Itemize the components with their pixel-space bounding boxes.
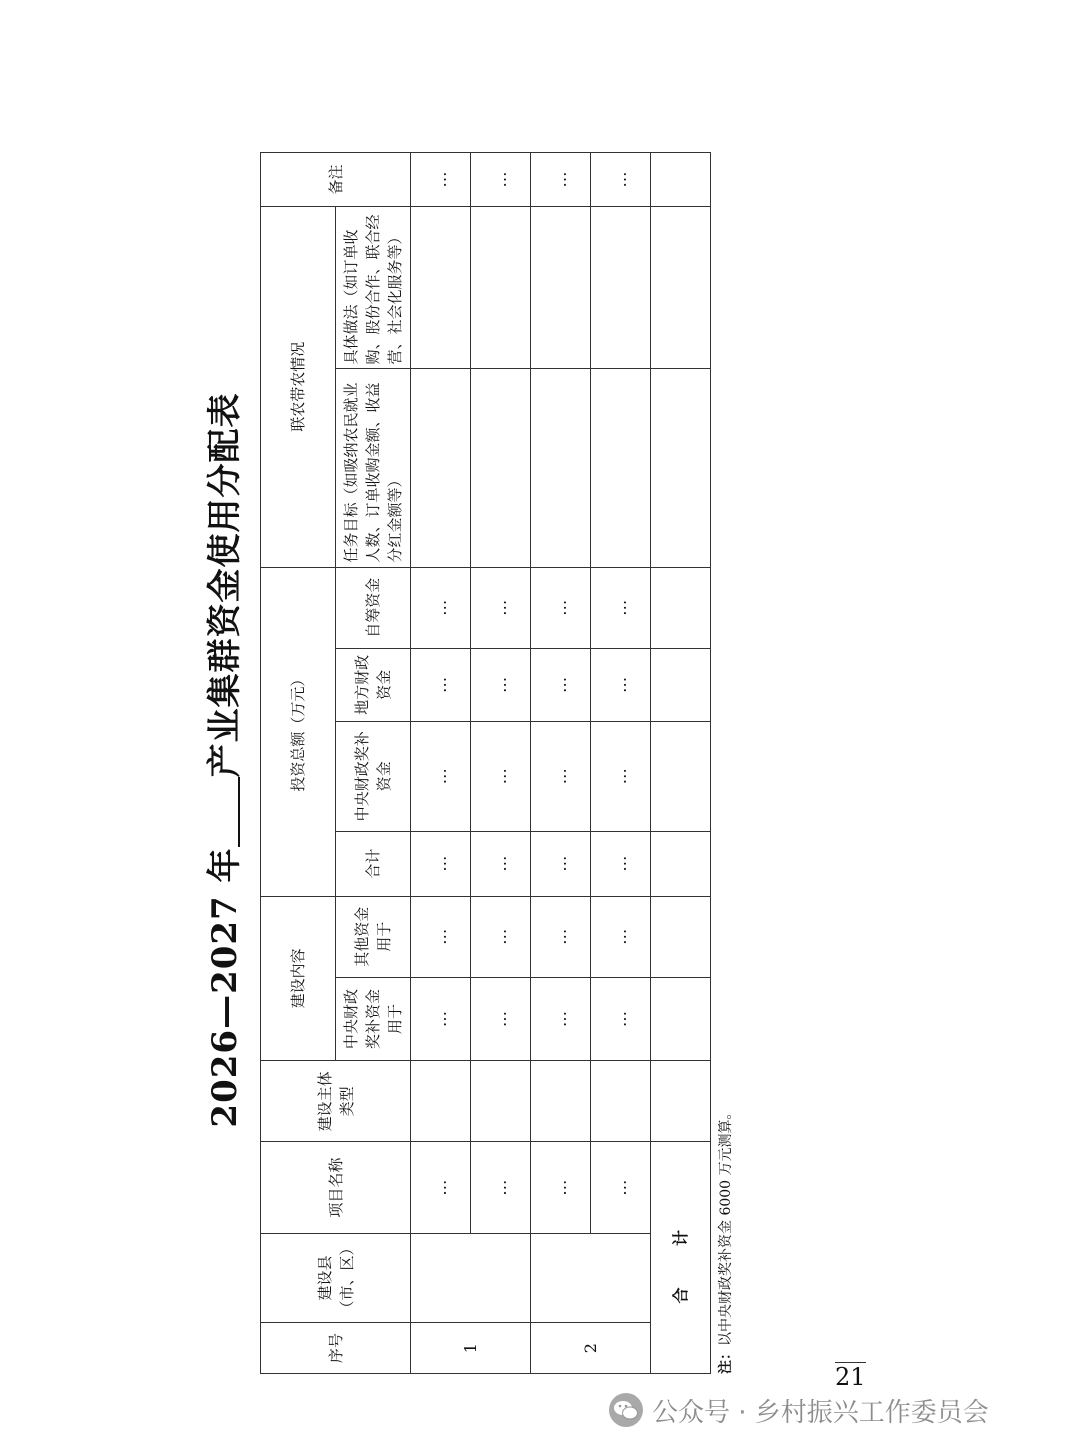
header-seq: 序号 (261, 1323, 411, 1374)
note-text: 以中央财政奖补资金 6000 万元测算。 (718, 1105, 734, 1346)
header-entity: 建设主体类型 (261, 1061, 411, 1142)
total-cell (651, 206, 711, 369)
farm-method-cell (591, 206, 651, 369)
total-label: 合 计 (651, 1142, 711, 1374)
header-invest-total: 合计 (336, 831, 411, 896)
header-row-1 (261, 153, 336, 1374)
total-cell (651, 721, 711, 831)
invest-central-cell: … (411, 721, 471, 831)
rotated-page (190, 140, 790, 1380)
total-cell (651, 567, 711, 648)
total-cell (651, 153, 711, 207)
seq-cell: 1 (411, 1323, 531, 1374)
note-label: 注： (718, 1346, 734, 1374)
page-number (835, 1362, 895, 1392)
content-other-cell: … (411, 896, 471, 977)
total-row (651, 153, 711, 1374)
project-cell: … (591, 1142, 651, 1233)
county-cell (531, 1233, 651, 1322)
header-county: 建设县（市、区） (261, 1233, 411, 1322)
header-invest-self: 自筹资金 (336, 567, 411, 648)
project-cell: … (531, 1142, 591, 1233)
header-farm-method: 具体做法（如订单收购、股份合作、联合经营、社会化服务等） (336, 206, 411, 369)
table-note (715, 152, 735, 1374)
remark-cell: … (531, 153, 591, 207)
invest-central-cell: … (471, 721, 531, 831)
farm-target-cell (591, 369, 651, 567)
table-row (471, 153, 531, 1374)
content-central-cell: … (531, 977, 591, 1060)
project-cell: … (411, 1142, 471, 1233)
remark-cell: … (411, 153, 471, 207)
title-blank-line (208, 777, 240, 847)
content-central-cell: … (471, 977, 531, 1060)
total-cell (651, 831, 711, 896)
remark-cell: … (591, 153, 651, 207)
watermark (608, 1390, 989, 1430)
remark-cell: … (471, 153, 531, 207)
content-other-cell: … (591, 896, 651, 977)
invest-central-cell: … (591, 721, 651, 831)
allocation-table (260, 152, 711, 1374)
farm-target-cell (531, 369, 591, 567)
content-other-cell: … (471, 896, 531, 977)
total-cell (651, 977, 711, 1060)
entity-cell (531, 1061, 591, 1142)
invest-total-cell: … (531, 831, 591, 896)
header-remark: 备注 (261, 153, 411, 207)
county-cell (411, 1233, 531, 1322)
wechat-logo-icon (608, 1392, 644, 1428)
invest-total-cell: … (471, 831, 531, 896)
header-invest-local: 地方财政资金 (336, 648, 411, 721)
header-project: 项目名称 (261, 1142, 411, 1233)
invest-local-cell: … (591, 648, 651, 721)
invest-total-cell: … (411, 831, 471, 896)
farm-method-cell (531, 206, 591, 369)
invest-self-cell: … (591, 567, 651, 648)
page-number-text: 21 (835, 1363, 866, 1391)
entity-cell (471, 1061, 531, 1142)
farm-target-cell (471, 369, 531, 567)
invest-self-cell: … (471, 567, 531, 648)
total-cell (651, 1061, 711, 1142)
entity-cell (591, 1061, 651, 1142)
seq-cell: 2 (531, 1323, 651, 1374)
farm-method-cell (411, 206, 471, 369)
content-central-cell: … (591, 977, 651, 1060)
watermark-text: 公众号 · 乡村振兴工作委员会 (652, 1397, 989, 1428)
content-central-cell: … (411, 977, 471, 1060)
total-cell (651, 896, 711, 977)
invest-self-cell: … (531, 567, 591, 648)
content-other-cell: … (531, 896, 591, 977)
title-text: 产业集群资金使用分配表 (205, 392, 245, 778)
farm-method-cell (471, 206, 531, 369)
header-farm: 联农带农情况 (261, 206, 336, 567)
page-title (190, 140, 260, 1380)
header-invest-central: 中央财政奖补资金 (336, 721, 411, 831)
farm-target-cell (411, 369, 471, 567)
header-invest: 投资总额（万元） (261, 567, 336, 896)
header-content-central: 中央财政奖补资金用于 (336, 977, 411, 1060)
invest-local-cell: … (531, 648, 591, 721)
title-years: 2026—2027 年 (205, 847, 245, 1128)
total-cell (651, 648, 711, 721)
table-row (411, 153, 471, 1374)
invest-self-cell: … (411, 567, 471, 648)
header-content: 建设内容 (261, 896, 336, 1061)
header-content-other: 其他资金用于 (336, 896, 411, 977)
table-row (531, 153, 591, 1374)
header-farm-target: 任务目标（如吸纳农民就业人数、订单收购金额、收益分红金额等） (336, 369, 411, 567)
total-cell (651, 369, 711, 567)
table-row (591, 153, 651, 1374)
entity-cell (411, 1061, 471, 1142)
project-cell: … (471, 1142, 531, 1233)
invest-central-cell: … (531, 721, 591, 831)
invest-local-cell: … (411, 648, 471, 721)
invest-total-cell: … (591, 831, 651, 896)
invest-local-cell: … (471, 648, 531, 721)
